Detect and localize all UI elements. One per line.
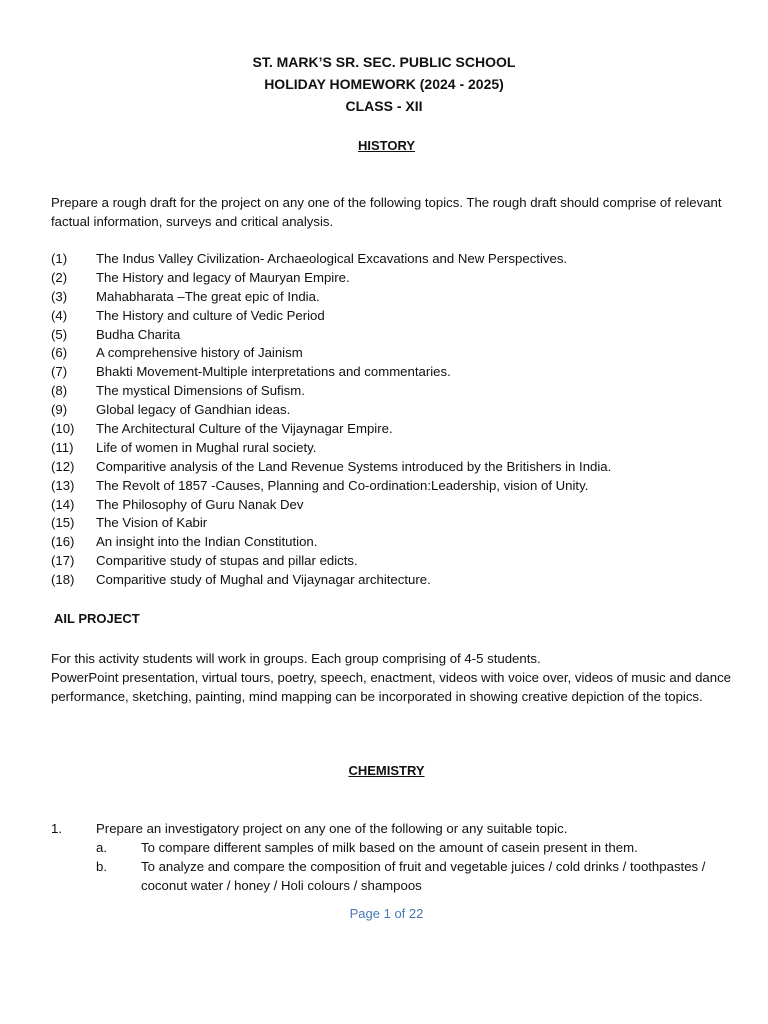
list-item (51, 552, 611, 571)
list-item (51, 269, 611, 288)
list-item-number: (18) (51, 572, 75, 588)
list-item-text: A comprehensive history of Jainism (96, 345, 303, 361)
list-item-number: (3) (51, 288, 68, 304)
chemistry-item-number: 1. (51, 821, 62, 836)
list-item-number: (9) (51, 402, 68, 418)
list-item-number: (1) (51, 251, 68, 266)
list-item (51, 420, 611, 439)
list-item-text: Budha Charita (96, 326, 181, 342)
school-name: ST. MARK’S SR. SEC. PUBLIC SCHOOL (252, 54, 516, 70)
list-item-number: (10) (51, 421, 75, 437)
history-intro: Prepare a rough draft for the project on any one of the following topics. The rough draft should comprise of relevant factual information, surveys and critical analysis. (51, 195, 722, 229)
chemistry-sub-letter: a. (96, 840, 107, 855)
list-item-number: (2) (51, 269, 68, 285)
chemistry-sub-text: To compare different samples of milk based on the amount of casein present in them. (141, 840, 638, 855)
list-item-number: (17) (51, 553, 75, 569)
list-item-number: (4) (51, 307, 68, 323)
history-heading: HISTORY (357, 138, 416, 153)
list-item-text: Comparitive study of Mughal and Vijaynagar architecture. (96, 572, 431, 588)
chemistry-sub-letter: b. (96, 859, 107, 874)
list-item (51, 571, 611, 590)
ail-project-line-1: For this activity students will work in groups. Each group comprising of 4-5 students. (51, 651, 541, 666)
list-item (51, 458, 611, 477)
list-item (51, 363, 611, 382)
history-topic-list (51, 250, 611, 590)
list-item (51, 382, 611, 401)
list-item-text: The Architectural Culture of the Vijaynagar Empire. (96, 421, 393, 437)
list-item-number: (7) (51, 364, 68, 380)
list-item-text: Life of women in Mughal rural society. (96, 439, 317, 455)
list-item-text: Comparitive study of stupas and pillar edicts. (96, 553, 358, 569)
list-item (51, 496, 611, 515)
list-item-text: The Revolt of 1857 -Causes, Planning and Co-ordination:Leadership, vision of Unity. (96, 477, 589, 493)
list-item (51, 401, 611, 420)
list-item-text: Mahabharata –The great epic of India. (96, 288, 320, 304)
list-item-text: Bhakti Movement-Multiple interpretations and commentaries. (96, 364, 451, 380)
list-item-number: (14) (51, 496, 75, 512)
list-item (51, 288, 611, 307)
list-item-text: The Vision of Kabir (96, 515, 208, 531)
list-item-text: Global legacy of Gandhian ideas. (96, 402, 291, 418)
list-item-number: (12) (51, 458, 75, 474)
list-item-text: The History and culture of Vedic Period (96, 307, 325, 323)
list-item (51, 533, 611, 552)
list-item-number: (11) (51, 439, 74, 455)
list-item (51, 326, 611, 345)
page-number: Page 1 of 22 (349, 906, 424, 921)
list-item-text: An insight into the Indian Constitution. (96, 534, 318, 550)
chemistry-item-text: Prepare an investigatory project on any one of the following or any suitable topic. (96, 821, 568, 836)
list-item-number: (5) (51, 326, 68, 342)
list-item-text: The mystical Dimensions of Sufism. (96, 383, 305, 399)
list-item-number: (16) (51, 534, 75, 550)
list-item-text: The History and legacy of Mauryan Empire. (96, 269, 350, 285)
list-item (51, 250, 611, 269)
list-item-number: (13) (51, 477, 75, 493)
list-item (51, 514, 611, 533)
chemistry-heading: CHEMISTRY (348, 763, 425, 778)
list-item-number: (6) (51, 345, 68, 361)
list-item-number: (8) (51, 383, 68, 399)
list-item (51, 344, 611, 363)
list-item (51, 307, 611, 326)
list-item-number: (15) (51, 515, 75, 531)
list-item-text: The Indus Valley Civilization- Archaeological Excavations and New Perspectives. (96, 251, 568, 266)
homework-title: HOLIDAY HOMEWORK (2024 - 2025) (264, 76, 504, 92)
ail-project-heading: AIL PROJECT (54, 611, 140, 626)
ail-project-line-2: PowerPoint presentation, virtual tours, poetry, speech, enactment, videos with voice over, videos of music and dance performance, sketching, painting, mind mapping can be incorporated in showing creative depiction of the topics. (51, 670, 732, 704)
chemistry-sub-text: To analyze and compare the composition of fruit and vegetable juices / cold drinks / toothpastes / coconut water / honey / Holi colours / shampoos (141, 859, 706, 893)
list-item-text: Comparitive analysis of the Land Revenue Systems introduced by the Britishers in India. (96, 458, 612, 474)
list-item (51, 439, 611, 458)
list-item (51, 477, 611, 496)
list-item-text: The Philosophy of Guru Nanak Dev (96, 496, 304, 512)
class-label: CLASS - XII (345, 98, 423, 114)
